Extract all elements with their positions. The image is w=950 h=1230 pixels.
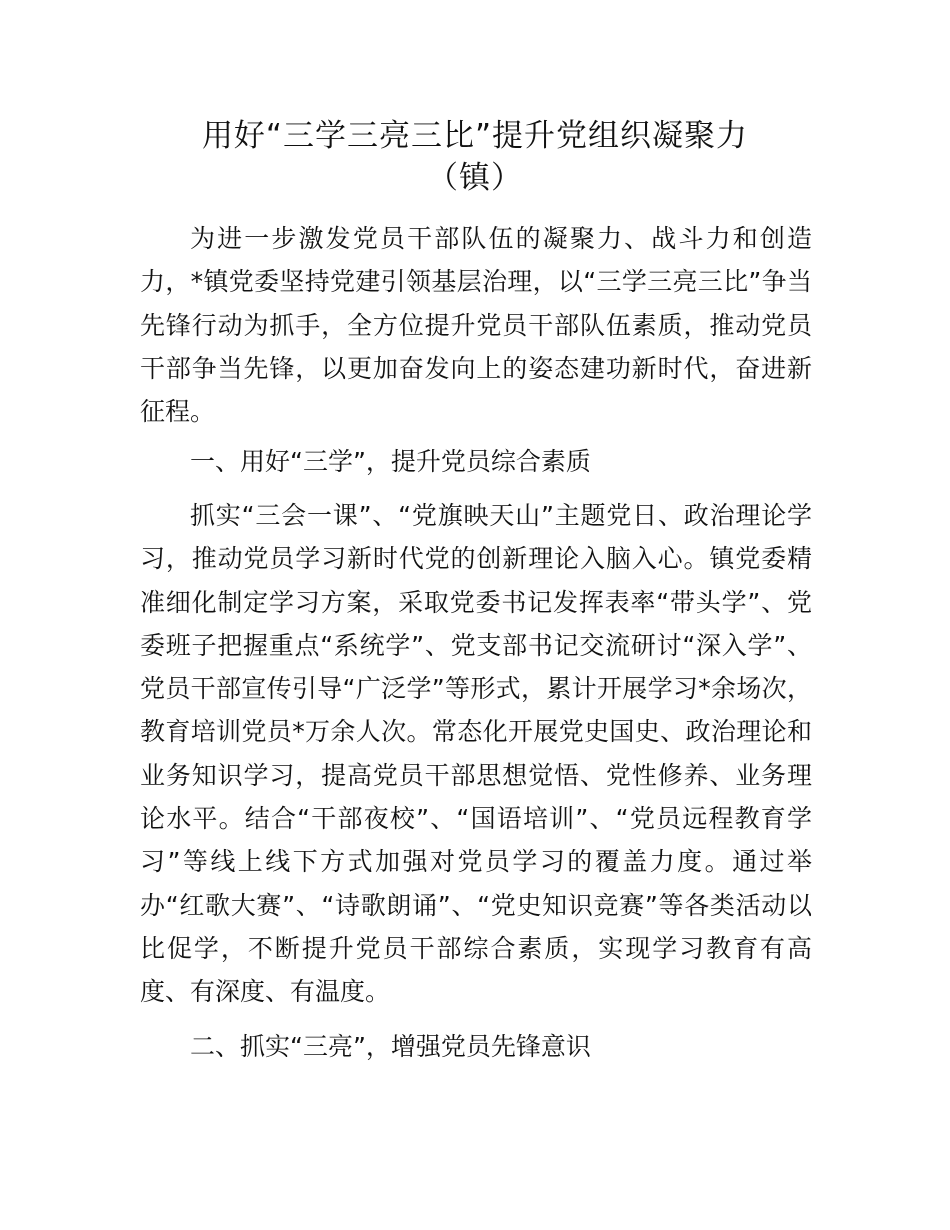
paragraph-intro: 为进一步激发党员干部队伍的凝聚力、战斗力和创造力，*镇党委坚持党建引领基层治理，以“三学三亮三比”争当先锋行动为抓手，全方位提升党员干部队伍素质，推动党员干部争当先锋，以更加奋发向上的姿态建功新时代，奋进新征程。	[140, 224, 812, 427]
document-title: 用好“三学三亮三比”提升党组织凝聚力	[201, 118, 749, 154]
section-heading-2: 二、抓实“三亮”，增强党员先锋意识	[190, 1032, 591, 1061]
document-subtitle: （镇）	[427, 160, 523, 196]
paragraph-section-1: 抓实“三会一课”、“党旗映天山”主题党日、政治理论学习，推动党员学习新时代党的创新理论入脑入心。镇党委精准细化制定学习方案，采取党委书记发挥表率“带头学”、党委班子把握重点“系统学”、党支部书记交流研讨“深入学”、党员干部宣传引导“广泛学”等形式，累计开展学习*余场次，教育培训党员*万余人次。常态化开展党史国史、政治理论和业务知识学习，提高党员干部思想觉悟、党性修养、业务理论水平。结合“干部夜校”、“国语培训”、“党员远程教育学习”等线上线下方式加强对党员学习的覆盖力度。通过举办“红歌大赛”、“诗歌朗诵”、“党史知识竞赛”等各类活动以比促学，不断提升党员干部综合素质，实现学习教育有高度、有深度、有温度。	[140, 501, 812, 1007]
section-heading-1: 一、用好“三学”，提升党员综合素质	[190, 447, 591, 476]
